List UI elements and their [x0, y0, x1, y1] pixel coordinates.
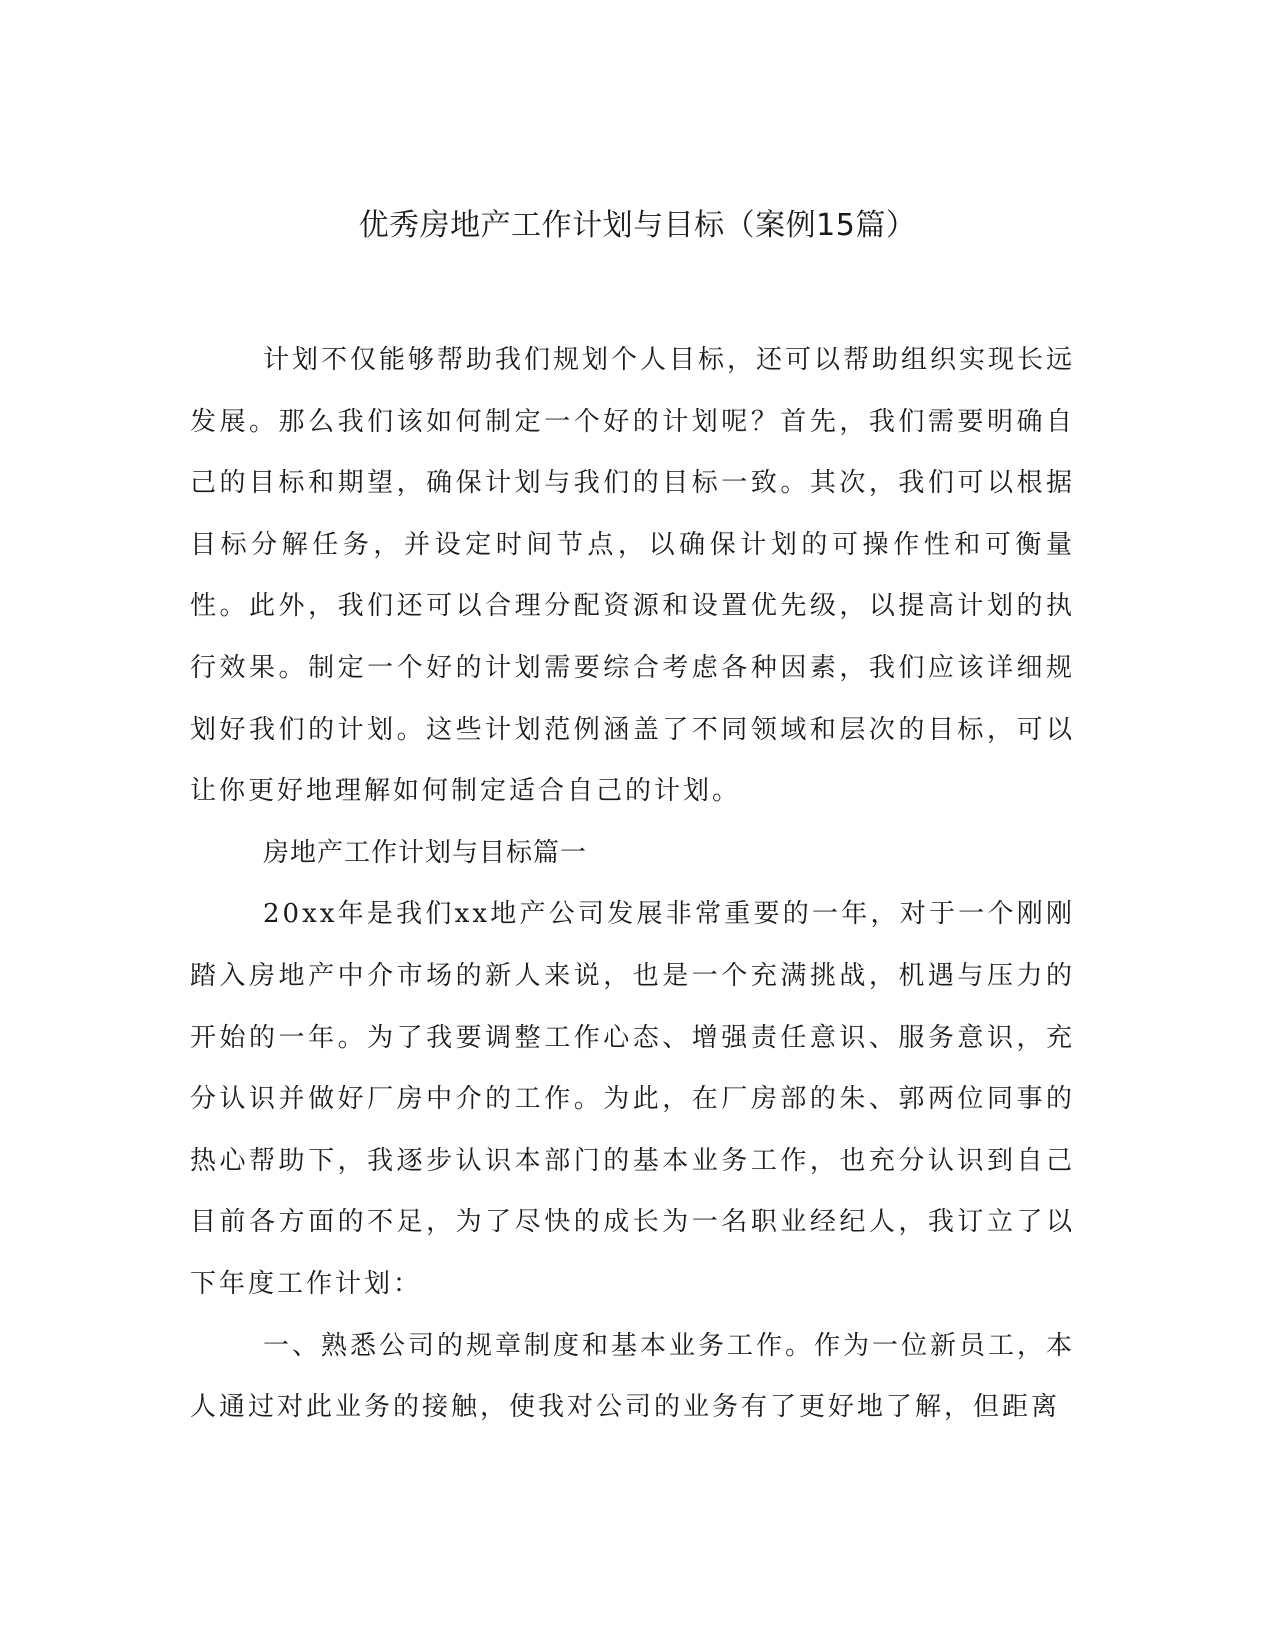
document-title: 优秀房地产工作计划与目标（案例15篇） — [358, 208, 917, 243]
intro-paragraph: 计划不仅能够帮助我们规划个人目标，还可以帮助组织实现长远发展。那么我们该如何制定一个好的计划呢？首先，我们需要明确自己的目标和期望，确保计划与我们的目标一致。其次，我们可以根据目标分解任务，并设定时间节点，以确保计划的可操作性和可衡量性。此外，我们还可以合理分配资源和设置优先级，以提高计划的执行效果。制定一个好的计划需要综合考虑各种因素，我们应该详细规划好我们的计划。这些计划范例涵盖了不同领域和层次的目标，可以让你更好地理解如何制定适合自己的计划。 — [190, 345, 1076, 807]
section-paragraph: 20xx年是我们xx地产公司发展非常重要的一年，对于一个刚刚踏入房地产中介市场的新人来说，也是一个充满挑战，机遇与压力的开始的一年。为了我要调整工作心态、增强责任意识、服务意识，充分认识并做好厂房中介的工作。为此，在厂房部的朱、郭两位同事的热心帮助下，我逐步认识本部门的基本业务工作，也充分认识到自己目前各方面的不足，为了尽快的成长为一名职业经纪人，我订立了以下年度工作计划： — [190, 899, 1075, 1299]
section-heading: 房地产工作计划与目标篇一 — [263, 837, 588, 868]
section-paragraph: 一、熟悉公司的规章制度和基本业务工作。作为一位新员工，本人通过对此业务的接触，使我对公司的业务有了更好地了解，但距离 — [190, 1330, 1076, 1423]
document-body — [190, 330, 1075, 1439]
